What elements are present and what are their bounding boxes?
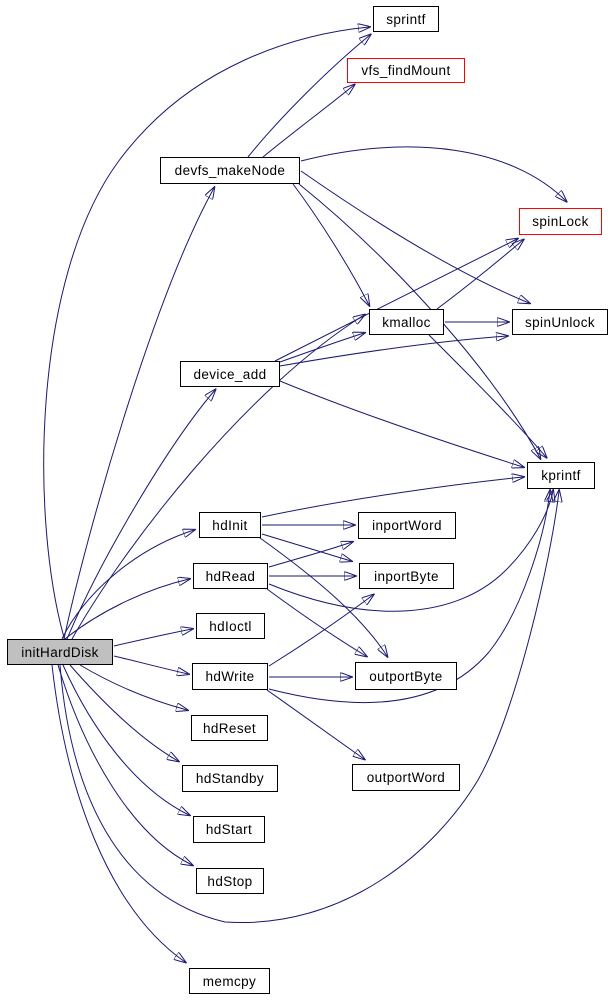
edge-device_add-spinLock [275,239,517,361]
node-label-spinLock: spinLock [532,214,589,229]
edge-hdInit-kprintf [262,477,523,517]
edge-kmalloc-spinLock [437,240,523,309]
edge-hdRead-kprintf [269,491,553,611]
edge-initHardDisk-hdWrite [114,656,188,674]
node-hdStandby[interactable] [182,765,278,792]
node-spinLock[interactable] [519,208,602,235]
node-label-hdReset: hdReset [202,720,257,736]
edge-initHardDisk-devfs_makeNode [64,188,214,639]
node-inportWord[interactable] [358,512,456,539]
node-label-spinUnlock: spinUnlock [524,314,596,330]
node-label-hdWrite: hdWrite [205,669,255,684]
node-label-kmalloc: kmalloc [382,314,431,330]
edge-kmalloc-kprintf [429,335,546,457]
node-label-inportWord: inportWord [372,518,442,533]
node-device_add[interactable] [180,361,280,387]
edge-hdWrite-inportByte [269,595,373,666]
edge-devfs_makeNode-kmalloc [293,184,369,305]
node-hdStop[interactable] [196,868,264,894]
edge-initHardDisk-memcpy [52,665,185,962]
edge-initHardDisk-device_add [67,390,215,639]
edge-initHardDisk-hdIoctl [114,629,192,646]
edge-group [44,27,566,962]
edge-hdInit-outportByte [260,538,387,656]
node-label-memcpy: memcpy [202,973,257,989]
edge-initHardDisk-sprintf [44,27,369,641]
node-vfs_findMount[interactable] [347,58,465,83]
edge-initHardDisk-hdStart [63,665,189,815]
node-label-outportWord: outportWord [366,770,446,785]
node-label-hdRead: hdRead [205,568,256,584]
edge-devfs_makeNode-spinUnlock [301,171,529,303]
node-label-sprintf: sprintf [386,11,426,27]
node-label-initHardDisk: initHardDisk [21,644,99,660]
node-hdReset[interactable] [191,715,268,741]
edge-hdRead-outportByte [267,589,366,656]
node-label-kprintf: kprintf [541,468,581,483]
node-label-devfs_makeNode: devfs_makeNode [174,163,286,178]
node-sprintf[interactable] [373,6,439,32]
node-label-hdStop: hdStop [207,873,253,889]
node-label-device_add: device_add [193,366,267,382]
node-label-outportByte: outportByte [369,668,443,684]
node-devfs_makeNode[interactable] [160,157,300,184]
node-memcpy[interactable] [189,968,270,994]
node-hdRead[interactable] [193,563,268,589]
edge-hdInit-inportByte [262,534,351,561]
node-initHardDisk [7,639,113,665]
edge-devfs_makeNode-sprintf [248,35,370,157]
edge-hdWrite-outportWord [267,690,364,759]
node-label-vfs_findMount: vfs_findMount [361,63,451,78]
node-spinUnlock[interactable] [512,309,608,335]
node-label-hdIoctl: hdIoctl [209,618,252,634]
node-kmalloc[interactable] [369,309,444,335]
edge-initHardDisk-hdReset [80,665,187,710]
edge-hdRead-inportWord [269,542,352,567]
node-kprintf[interactable] [527,462,595,489]
node-outportByte[interactable] [355,662,457,690]
node-inportByte[interactable] [359,563,454,589]
edge-initHardDisk-hdStandby [70,665,178,761]
node-hdInit[interactable] [199,512,261,538]
node-hdIoctl[interactable] [196,613,265,639]
edge-initHardDisk-hdRead [65,579,189,639]
edge-devfs_makeNode-vfs_findMount [263,85,354,157]
node-label-hdInit: hdInit [212,517,248,533]
edge-devfs_makeNode-spinLock [301,147,566,201]
node-hdWrite[interactable] [192,663,268,690]
node-hdStart[interactable] [193,816,265,843]
node-label-hdStart: hdStart [205,822,253,837]
node-label-inportByte: inportByte [374,568,439,584]
node-outportWord[interactable] [352,764,460,791]
node-label-hdStandby: hdStandby [195,771,265,786]
